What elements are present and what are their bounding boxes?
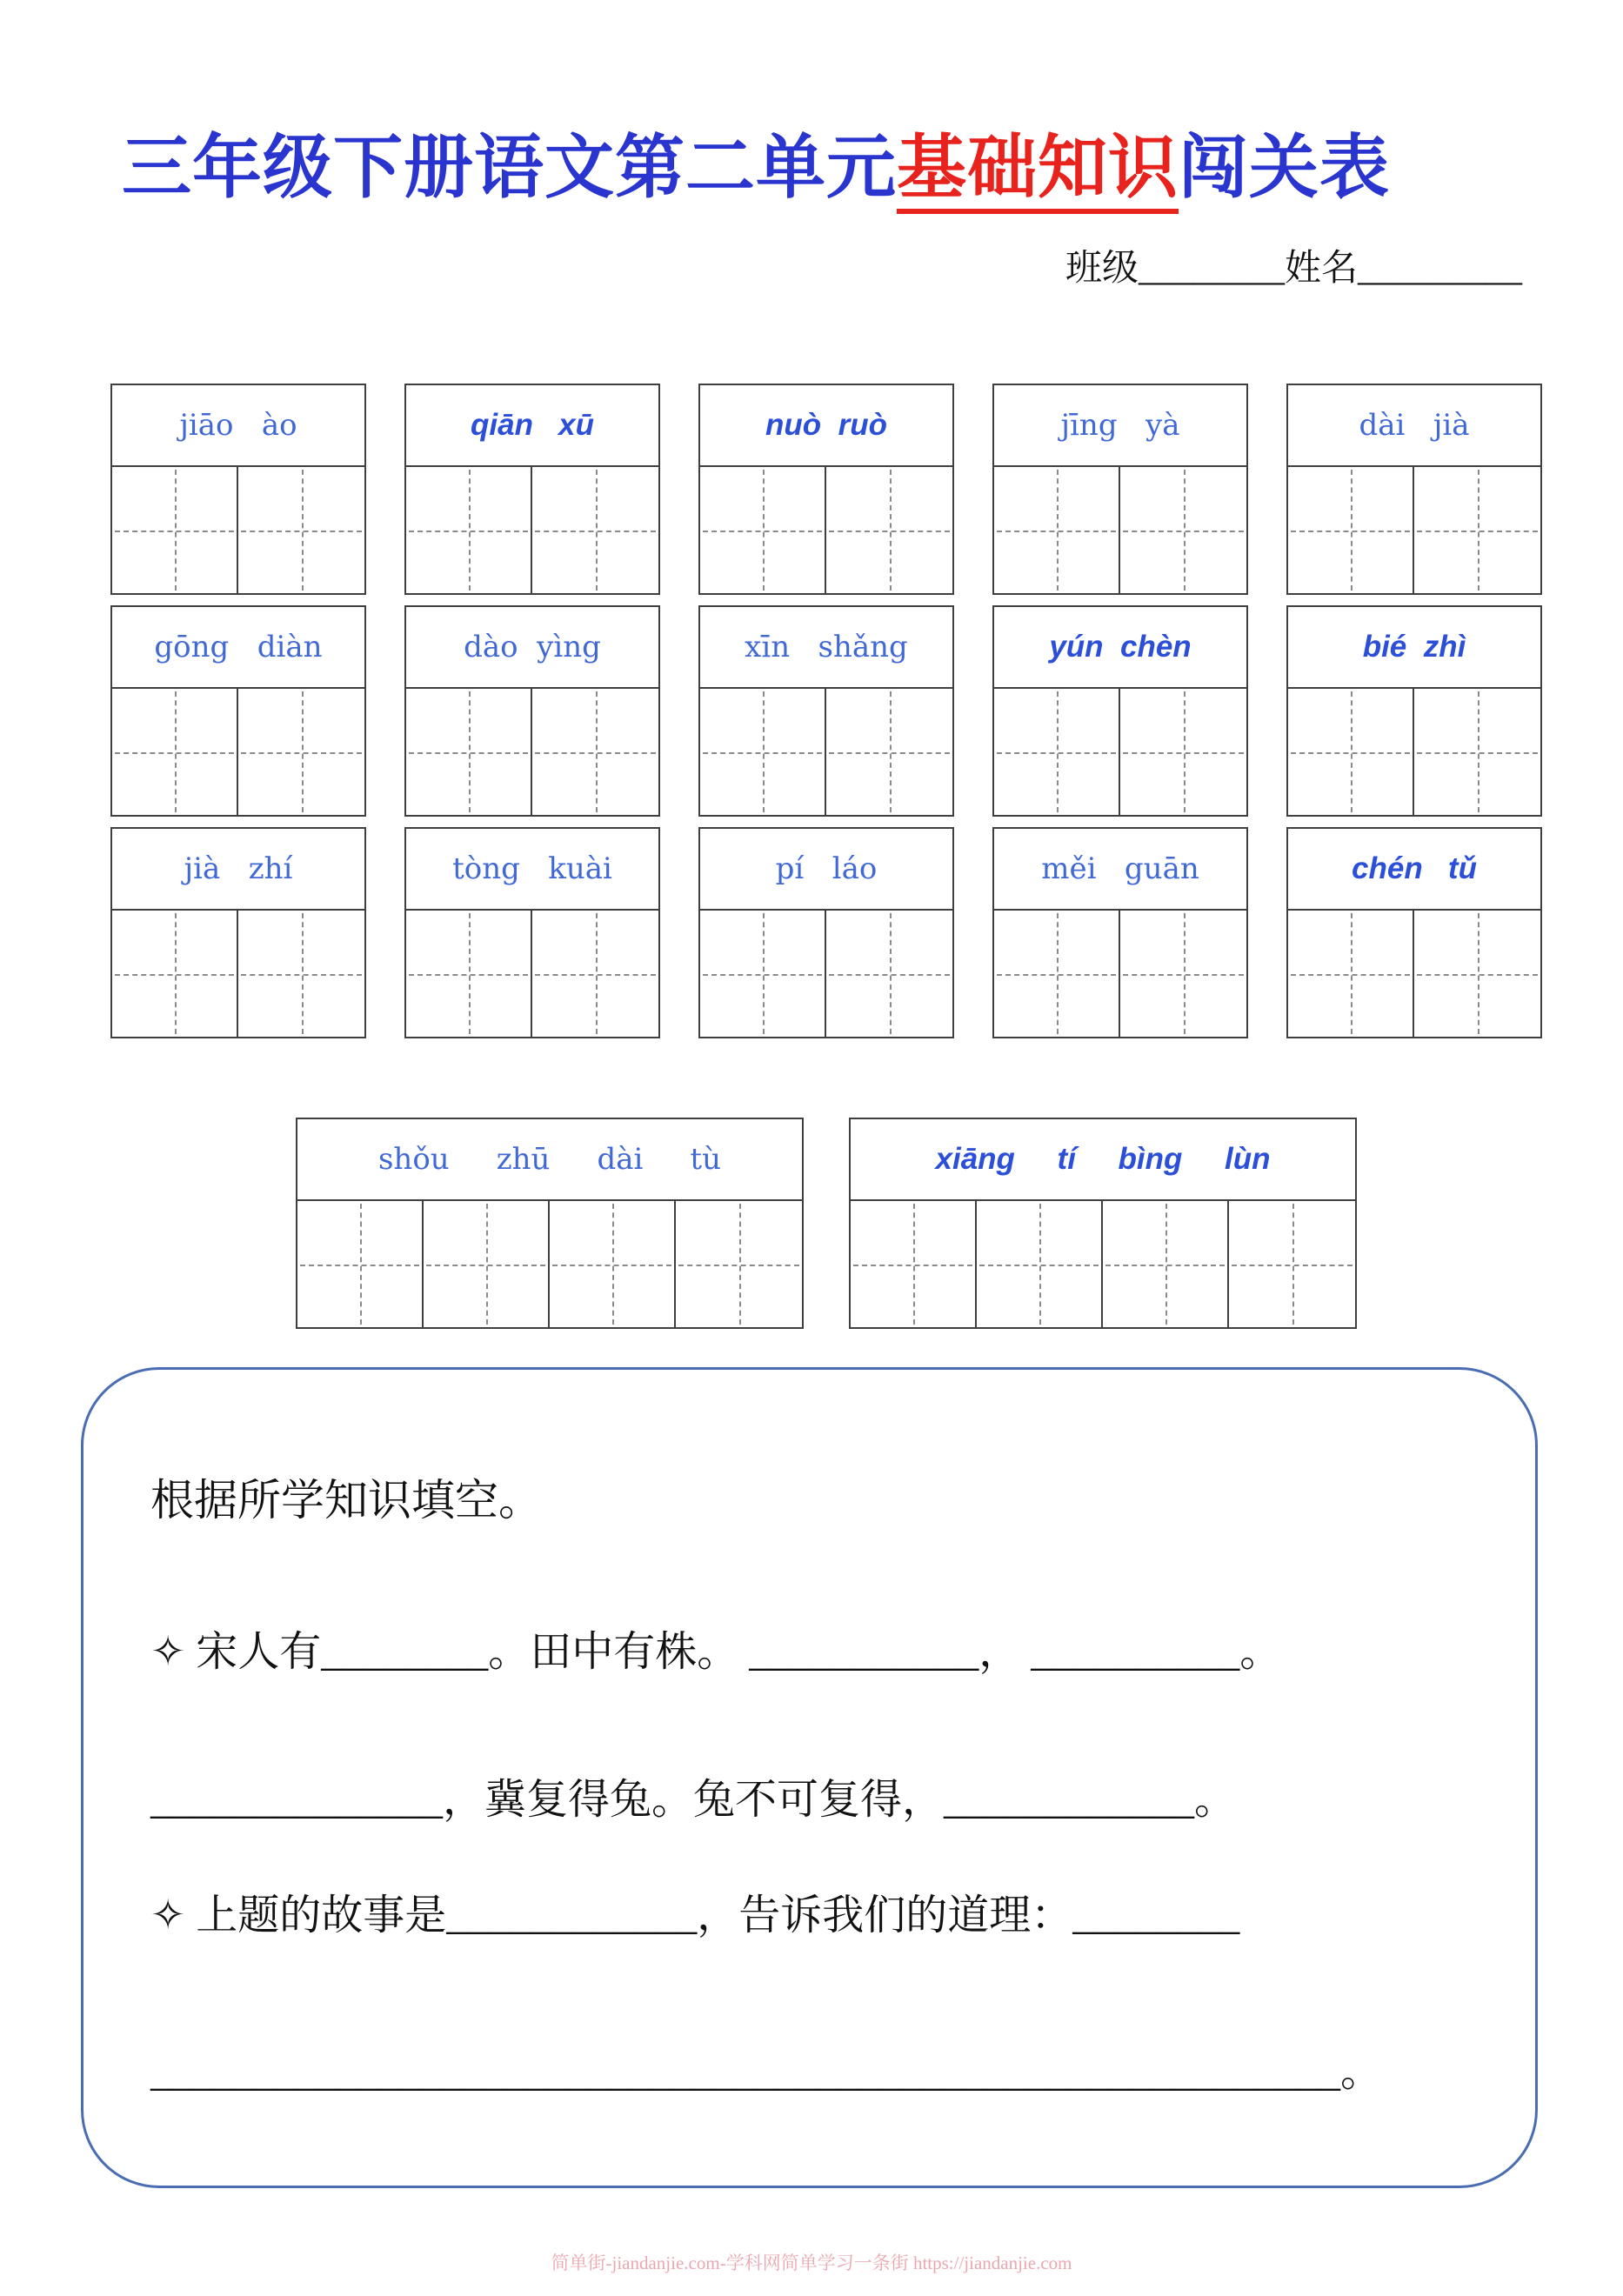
tianzige-square: [1120, 911, 1246, 1037]
pinyin-word-unit: [110, 605, 366, 817]
tianzige-square: [700, 689, 826, 815]
pinyin-label: gōng diàn: [154, 630, 323, 664]
pinyin-label: shǒu zhū dài tù: [377, 1142, 721, 1177]
pinyin-word-unit: [404, 827, 660, 1038]
writing-squares: [1288, 909, 1540, 1037]
fill-line-2: ______________，冀复得兔。兔不可复得，____________。: [150, 1777, 1237, 1823]
title-part1: 三年级下册语文第二单元: [122, 130, 897, 207]
fill-line-1: ✧ 宋人有________。田中有株。 ___________， __________。: [150, 1629, 1282, 1675]
tianzige-square: [550, 1201, 676, 1327]
fill-line-4: _________________________________________________________。: [150, 2049, 1383, 2095]
pinyin-label: xiāng tí bìng lùn: [935, 1142, 1271, 1176]
fill-instruction: 根据所学知识填空。: [150, 1476, 542, 1525]
pinyin-word-unit: [698, 605, 954, 817]
pinyin-label: měi guān: [1041, 851, 1199, 886]
name-label: 姓名: [1285, 249, 1359, 289]
tianzige-square: [826, 467, 952, 593]
tianzige-square: [297, 1201, 424, 1327]
pinyin-word-unit: [1286, 384, 1542, 595]
pinyin-word-grid: [110, 384, 1542, 1038]
page-title: [122, 111, 1390, 211]
tianzige-square: [112, 689, 238, 815]
name-blank: _________: [1358, 249, 1523, 289]
tianzige-square: [112, 911, 238, 1037]
tianzige-square: [700, 467, 826, 593]
tianzige-square: [1414, 467, 1540, 593]
pinyin-label: jīng yà: [1060, 408, 1180, 443]
tianzige-square: [112, 467, 238, 593]
pinyin-word-unit: [992, 605, 1248, 817]
writing-squares: [700, 465, 952, 593]
tianzige-square: [851, 1201, 977, 1327]
word-grid-row: [110, 827, 1542, 1038]
class-label: 班级: [1065, 249, 1139, 289]
tianzige-square: [532, 689, 658, 815]
tianzige-square: [406, 911, 532, 1037]
word-grid-row: [110, 384, 1542, 595]
pinyin-word-unit: [1286, 605, 1542, 817]
tianzige-square: [826, 911, 952, 1037]
pinyin-label: tòng kuài: [452, 851, 612, 886]
writing-squares: [1288, 687, 1540, 815]
pinyin-word-unit: [296, 1118, 804, 1329]
pinyin-word-unit: [849, 1118, 1357, 1329]
pinyin-label: dào yìng: [464, 630, 601, 664]
tianzige-square: [406, 689, 532, 815]
tianzige-square: [700, 911, 826, 1037]
writing-squares: [112, 465, 364, 593]
pinyin-label: chén tǔ: [1352, 851, 1477, 885]
writing-squares: [994, 909, 1246, 1037]
pinyin-word-unit: [404, 384, 660, 595]
tianzige-square: [238, 911, 364, 1037]
writing-squares: [851, 1199, 1355, 1327]
pinyin-label: qiān xū: [471, 408, 594, 442]
tianzige-square: [238, 689, 364, 815]
tianzige-square: [406, 467, 532, 593]
tianzige-square: [532, 911, 658, 1037]
pinyin-word-unit: [110, 827, 366, 1038]
tianzige-square: [994, 467, 1120, 593]
pinyin-label: yún chèn: [1049, 630, 1192, 664]
pinyin-word-unit: [698, 384, 954, 595]
pinyin-label: xīn shǎng: [745, 630, 908, 664]
pinyin-word-unit: [110, 384, 366, 595]
writing-squares: [1288, 465, 1540, 593]
pinyin-label: dài jià: [1359, 408, 1470, 443]
tianzige-square: [1414, 911, 1540, 1037]
tianzige-square: [1288, 467, 1414, 593]
tianzige-square: [994, 911, 1120, 1037]
fill-in-blanks-box: [81, 1367, 1538, 2188]
class-blank: ________: [1139, 249, 1286, 289]
footer-credit: [0, 2249, 1623, 2275]
writing-squares: [406, 687, 658, 815]
tianzige-square: [424, 1201, 550, 1327]
pinyin-word-unit: [404, 605, 660, 817]
tianzige-square: [1288, 911, 1414, 1037]
class-name-fields: [1065, 239, 1522, 291]
tianzige-square: [994, 689, 1120, 815]
writing-squares: [406, 909, 658, 1037]
writing-squares: [994, 687, 1246, 815]
writing-squares: [700, 909, 952, 1037]
writing-squares: [297, 1199, 802, 1327]
writing-squares: [112, 687, 364, 815]
title-part2: 闯关表: [1179, 130, 1390, 207]
tianzige-square: [238, 467, 364, 593]
tianzige-square: [1414, 689, 1540, 815]
pinyin-label: jià zhí: [184, 851, 293, 886]
writing-squares: [994, 465, 1246, 593]
tianzige-square: [1288, 689, 1414, 815]
pinyin-word-unit: [992, 384, 1248, 595]
pinyin-label: bié zhì: [1362, 630, 1466, 664]
pinyin-label: jiāo ào: [179, 408, 297, 443]
tianzige-square: [1103, 1201, 1229, 1327]
pinyin-word-unit: [698, 827, 954, 1038]
tianzige-square: [977, 1201, 1103, 1327]
pinyin-word-unit: [1286, 827, 1542, 1038]
pinyin-label: pí láo: [775, 851, 878, 886]
fill-line-3: ✧ 上题的故事是____________，告诉我们的道理：________: [150, 1892, 1240, 1939]
pinyin-phrase-row: [296, 1118, 1357, 1329]
writing-squares: [406, 465, 658, 593]
footer-link[interactable]: 简单街-jiandanjie.com-学科网简单学习一条街 https://jiandanjie.com: [551, 2253, 1072, 2273]
tianzige-square: [1229, 1201, 1355, 1327]
tianzige-square: [826, 689, 952, 815]
tianzige-square: [1120, 467, 1246, 593]
tianzige-square: [1120, 689, 1246, 815]
title-highlight: 基础知识: [897, 130, 1179, 214]
pinyin-word-unit: [992, 827, 1248, 1038]
tianzige-square: [532, 467, 658, 593]
tianzige-square: [676, 1201, 802, 1327]
writing-squares: [112, 909, 364, 1037]
word-grid-row: [110, 605, 1542, 817]
pinyin-label: nuò ruò: [765, 408, 887, 442]
writing-squares: [700, 687, 952, 815]
